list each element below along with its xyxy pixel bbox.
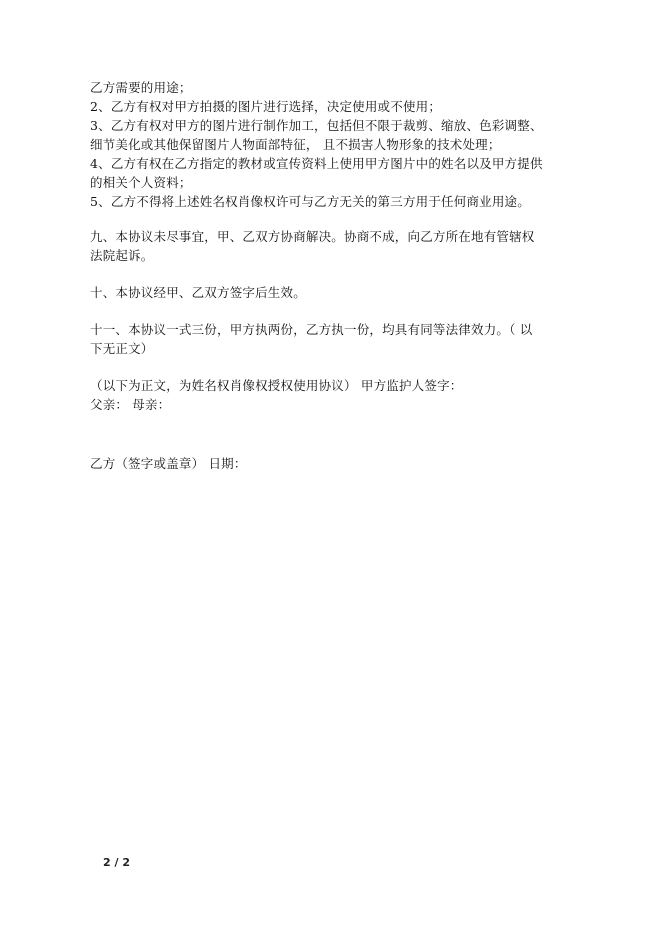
signature-note: （以下为正文，为姓名权肖像权授权使用协议） 甲方监护人签字：	[90, 378, 463, 393]
clause-11: 十一、本协议一式三份，甲方执两份，乙方执一份，均具有同等法律效力。（ 以	[90, 322, 533, 337]
clause-item-4-cont: 的相关个人资料；	[90, 175, 192, 190]
document-body	[90, 78, 570, 473]
page-number: 2 / 2	[103, 856, 130, 869]
spacer	[90, 414, 570, 454]
clause-9: 九、本协议未尽事宜，甲、乙双方协商解决。协商不成，向乙方所在地有管辖权	[90, 229, 535, 244]
clause-item-3: 3、乙方有权对甲方的图片进行制作加工，包括但不限于裁剪、缩放、色彩调整、	[90, 118, 543, 133]
body-line: 乙方需要的用途；	[90, 80, 192, 95]
clause-10: 十、本协议经甲、乙双方签字后生效。	[90, 285, 306, 300]
spacer	[90, 358, 570, 376]
clause-item-4: 4、乙方有权在乙方指定的教材或宣传资料上使用甲方图片中的姓名以及甲方提供	[90, 156, 543, 171]
clause-item-3-cont: 细节美化或其他保留图片人物面部特征， 且不损害人物形象的技术处理；	[90, 137, 501, 152]
clause-item-2: 2、乙方有权对甲方拍摄的图片进行选择，决定使用或不使用；	[90, 99, 442, 114]
spacer	[90, 302, 570, 320]
clause-item-5: 5、乙方不得将上述姓名权肖像权许可与乙方无关的第三方用于任何商业用途。	[90, 194, 530, 209]
clause-9-cont: 法院起诉。	[90, 248, 154, 263]
spacer	[90, 265, 570, 283]
parents-signature: 父亲： 母亲：	[90, 397, 171, 412]
clause-11-cont: 下无正文）	[90, 341, 154, 356]
party-b-signature: 乙方（签字或盖章） 日期：	[90, 456, 247, 471]
spacer	[90, 211, 570, 227]
